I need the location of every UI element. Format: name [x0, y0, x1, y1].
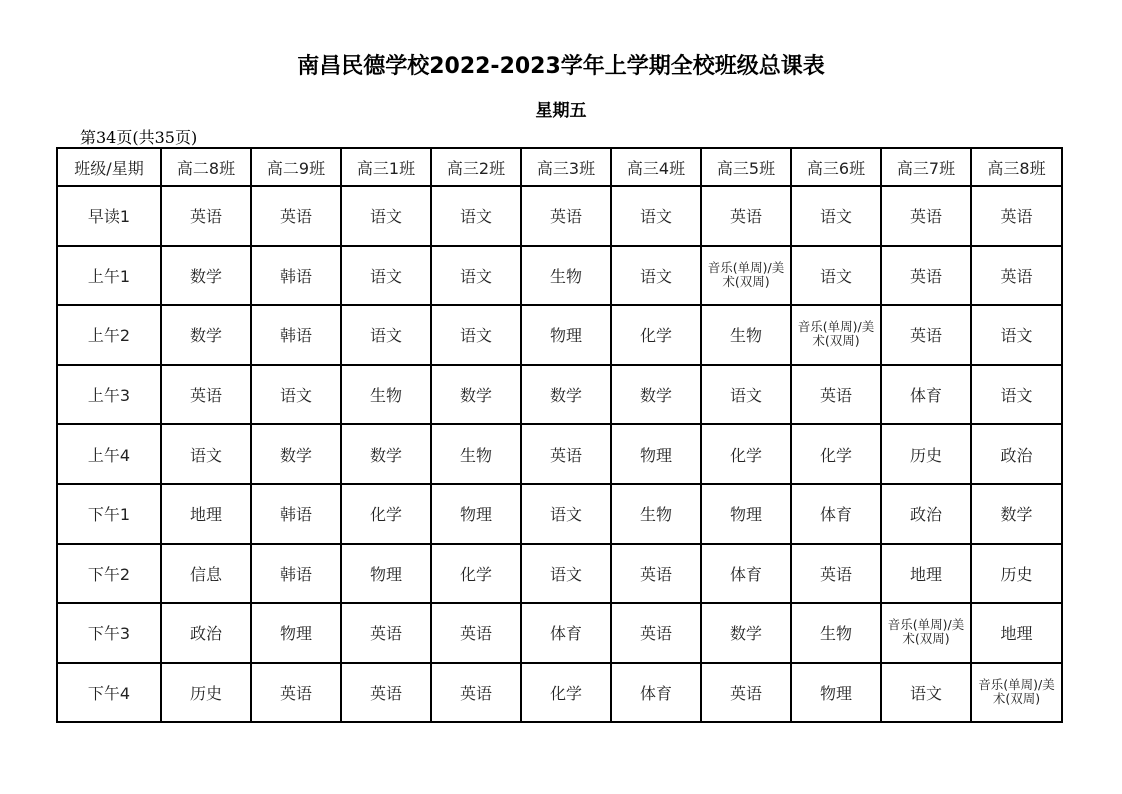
subject-text: 体育	[639, 684, 672, 704]
table-cell	[971, 305, 1062, 365]
table-cell	[431, 305, 521, 365]
subject-text: 化学	[549, 684, 582, 704]
subject-text: 数学	[459, 386, 492, 406]
subject-text: 政治	[909, 505, 942, 525]
header-cell: 高三1班	[341, 148, 431, 186]
subject-text: 英语	[369, 624, 402, 644]
table-cell	[161, 305, 251, 365]
table-cell	[701, 365, 791, 425]
subject-text: 英语	[1000, 266, 1033, 286]
table-cell	[701, 544, 791, 604]
header-cell: 高二8班	[161, 148, 251, 186]
table-cell	[971, 365, 1062, 425]
table-cell	[251, 424, 341, 484]
table-cell	[161, 424, 251, 484]
table-cell	[701, 424, 791, 484]
subject-text: 化学	[729, 445, 762, 465]
period-label: 下午2	[57, 544, 161, 604]
table-cell	[161, 186, 251, 246]
subject-text: 语文	[639, 207, 672, 227]
table-cell	[701, 186, 791, 246]
subject-text: 语文	[549, 505, 582, 525]
table-cell	[971, 424, 1062, 484]
subject-text: 英语	[819, 386, 852, 406]
table-cell	[611, 186, 701, 246]
period-label: 下午3	[57, 603, 161, 663]
subject-text: 数学	[369, 445, 402, 465]
subject-text: 语文	[639, 266, 672, 286]
subject-text: 韩语	[279, 326, 312, 346]
subject-text: 英语	[729, 684, 762, 704]
subject-text: 英语	[459, 624, 492, 644]
table-cell	[881, 663, 971, 723]
subject-text: 韩语	[279, 564, 312, 584]
table-cell	[431, 186, 521, 246]
subject-text: 语文	[459, 207, 492, 227]
subject-text: 语文	[369, 266, 402, 286]
subject-text: 英语	[909, 207, 942, 227]
table-cell	[881, 544, 971, 604]
table-cell	[341, 305, 431, 365]
subject-text: 英语	[909, 266, 942, 286]
table-cell	[791, 544, 881, 604]
table-cell	[971, 544, 1062, 604]
table-cell	[701, 603, 791, 663]
table-cell	[341, 365, 431, 425]
subject-text: 地理	[909, 564, 942, 584]
subject-text: 语文	[369, 326, 402, 346]
subject-text: 语文	[819, 266, 852, 286]
table-cell	[611, 365, 701, 425]
table-row	[57, 305, 1062, 365]
subject-text: 化学	[369, 505, 402, 525]
subject-text: 数学	[549, 386, 582, 406]
table-cell	[251, 484, 341, 544]
header-cell: 高三3班	[521, 148, 611, 186]
table-cell	[791, 305, 881, 365]
table-row	[57, 365, 1062, 425]
table-cell	[701, 663, 791, 723]
subject-text: 数学	[279, 445, 312, 465]
table-cell	[791, 603, 881, 663]
subject-text: 英语	[279, 207, 312, 227]
subject-text: 语文	[549, 564, 582, 584]
table-cell	[251, 186, 341, 246]
table-cell	[521, 484, 611, 544]
timetable	[56, 147, 1063, 723]
table-cell	[701, 484, 791, 544]
table-cell	[341, 186, 431, 246]
table-cell	[521, 305, 611, 365]
subject-text: 信息	[189, 564, 222, 584]
subject-text: 英语	[459, 684, 492, 704]
subject-text: 数学	[189, 266, 222, 286]
table-cell	[881, 305, 971, 365]
subject-text: 数学	[1000, 505, 1033, 525]
table-cell	[521, 544, 611, 604]
subject-text: 英语	[189, 207, 222, 227]
table-cell	[971, 484, 1062, 544]
table-cell	[431, 424, 521, 484]
subject-text: 语文	[729, 386, 762, 406]
table-cell	[431, 484, 521, 544]
table-cell	[521, 186, 611, 246]
period-label: 早读1	[57, 186, 161, 246]
subject-text: 音乐(单周)/美术(双周)	[978, 677, 1055, 707]
table-row	[57, 424, 1062, 484]
page-number-note: 第34页(共35页)	[80, 128, 198, 147]
subject-text: 英语	[1000, 207, 1033, 227]
table-cell	[791, 365, 881, 425]
table-row	[57, 663, 1062, 723]
subject-text: 语文	[369, 207, 402, 227]
table-row	[57, 246, 1062, 306]
subject-text: 音乐(单周)/美术(双周)	[707, 259, 785, 289]
table-cell	[791, 484, 881, 544]
table-cell	[791, 663, 881, 723]
table-cell	[791, 186, 881, 246]
table-cell	[161, 544, 251, 604]
subject-text: 生物	[729, 326, 762, 346]
table-cell	[161, 663, 251, 723]
period-label: 下午4	[57, 663, 161, 723]
subject-text: 历史	[1000, 564, 1033, 584]
header-cell: 高三7班	[881, 148, 971, 186]
table-cell	[971, 246, 1062, 306]
table-cell	[881, 246, 971, 306]
table-cell	[521, 603, 611, 663]
header-cell: 高三4班	[611, 148, 701, 186]
table-cell	[611, 544, 701, 604]
subject-text: 数学	[639, 386, 672, 406]
table-cell	[611, 305, 701, 365]
table-cell	[431, 544, 521, 604]
subject-text: 英语	[639, 564, 672, 584]
subject-text: 数学	[729, 624, 762, 644]
table-cell	[881, 484, 971, 544]
table-cell	[341, 424, 431, 484]
subject-text: 英语	[729, 207, 762, 227]
subject-text: 语文	[1000, 386, 1033, 406]
table-row	[57, 603, 1062, 663]
table-cell	[161, 603, 251, 663]
subject-text: 语文	[1000, 326, 1033, 346]
table-cell	[971, 603, 1062, 663]
subject-text: 体育	[549, 624, 582, 644]
subject-text: 英语	[549, 207, 582, 227]
table-cell	[161, 484, 251, 544]
table-cell	[881, 186, 971, 246]
period-label: 上午4	[57, 424, 161, 484]
table-cell	[881, 424, 971, 484]
header-cell: 高三2班	[431, 148, 521, 186]
subject-text: 语文	[459, 326, 492, 346]
subject-text: 语文	[189, 445, 222, 465]
table-cell	[341, 603, 431, 663]
table-cell	[701, 246, 791, 306]
table-cell	[431, 663, 521, 723]
subject-text: 体育	[909, 386, 942, 406]
period-label: 上午2	[57, 305, 161, 365]
table-row	[57, 544, 1062, 604]
subject-text: 生物	[459, 445, 492, 465]
subject-text: 英语	[549, 445, 582, 465]
subject-text: 生物	[819, 624, 852, 644]
table-cell	[611, 663, 701, 723]
subject-text: 历史	[189, 684, 222, 704]
table-cell	[881, 365, 971, 425]
subject-text: 生物	[369, 386, 402, 406]
table-cell	[521, 365, 611, 425]
table-cell	[971, 186, 1062, 246]
table-cell	[431, 246, 521, 306]
subject-text: 化学	[459, 564, 492, 584]
subject-text: 生物	[639, 505, 672, 525]
table-cell	[161, 246, 251, 306]
subject-text: 英语	[369, 684, 402, 704]
subject-text: 化学	[819, 445, 852, 465]
page-subtitle: 星期五	[535, 101, 587, 121]
subject-text: 语文	[279, 386, 312, 406]
table-row	[57, 484, 1062, 544]
table-cell	[251, 603, 341, 663]
subject-text: 历史	[909, 445, 942, 465]
table-cell	[521, 424, 611, 484]
table-cell	[251, 544, 341, 604]
table-cell	[341, 663, 431, 723]
subject-text: 韩语	[279, 505, 312, 525]
subject-text: 英语	[189, 386, 222, 406]
subject-text: 政治	[1000, 445, 1033, 465]
table-cell	[971, 663, 1062, 723]
period-label: 下午1	[57, 484, 161, 544]
page-title: 南昌民德学校2022-2023学年上学期全校班级总课表	[297, 54, 825, 79]
table-cell	[791, 246, 881, 306]
subject-text: 物理	[549, 326, 582, 346]
subject-text: 政治	[189, 624, 222, 644]
subject-text: 物理	[639, 445, 672, 465]
subject-text: 音乐(单周)/美术(双周)	[797, 319, 875, 349]
subject-text: 英语	[639, 624, 672, 644]
header-cell: 高三5班	[701, 148, 791, 186]
table-cell	[521, 246, 611, 306]
subject-text: 音乐(单周)/美术(双周)	[887, 617, 965, 647]
subject-text: 生物	[549, 266, 582, 286]
subject-text: 数学	[189, 326, 222, 346]
period-label: 上午3	[57, 365, 161, 425]
subject-text: 语文	[819, 207, 852, 227]
table-cell	[341, 484, 431, 544]
table-cell	[341, 544, 431, 604]
table-cell	[701, 305, 791, 365]
subject-text: 物理	[369, 564, 402, 584]
subject-text: 韩语	[279, 266, 312, 286]
table-cell	[611, 484, 701, 544]
table-cell	[341, 246, 431, 306]
header-row	[57, 148, 1062, 186]
header-cell: 高三8班	[971, 148, 1062, 186]
header-cell: 高二9班	[251, 148, 341, 186]
subject-text: 化学	[639, 326, 672, 346]
subject-text: 地理	[189, 505, 222, 525]
table-cell	[251, 365, 341, 425]
header-cell: 班级/星期	[57, 148, 161, 186]
subject-text: 语文	[459, 266, 492, 286]
table-cell	[431, 365, 521, 425]
subject-text: 英语	[279, 684, 312, 704]
table-cell	[611, 246, 701, 306]
subject-text: 英语	[909, 326, 942, 346]
table-cell	[251, 663, 341, 723]
subject-text: 英语	[819, 564, 852, 584]
table-cell	[791, 424, 881, 484]
table-cell	[611, 603, 701, 663]
subject-text: 物理	[819, 684, 852, 704]
table-row	[57, 186, 1062, 246]
header-cell: 高三6班	[791, 148, 881, 186]
subject-text: 物理	[459, 505, 492, 525]
subject-text: 物理	[729, 505, 762, 525]
table-cell	[431, 603, 521, 663]
table-cell	[521, 663, 611, 723]
subject-text: 语文	[909, 684, 942, 704]
subject-text: 地理	[1000, 624, 1033, 644]
table-cell	[251, 305, 341, 365]
table-cell	[161, 365, 251, 425]
subject-text: 体育	[819, 505, 852, 525]
table-cell	[611, 424, 701, 484]
table-cell	[881, 603, 971, 663]
subject-text: 物理	[279, 624, 312, 644]
period-label: 上午1	[57, 246, 161, 306]
table-cell	[251, 246, 341, 306]
subject-text: 体育	[729, 564, 762, 584]
